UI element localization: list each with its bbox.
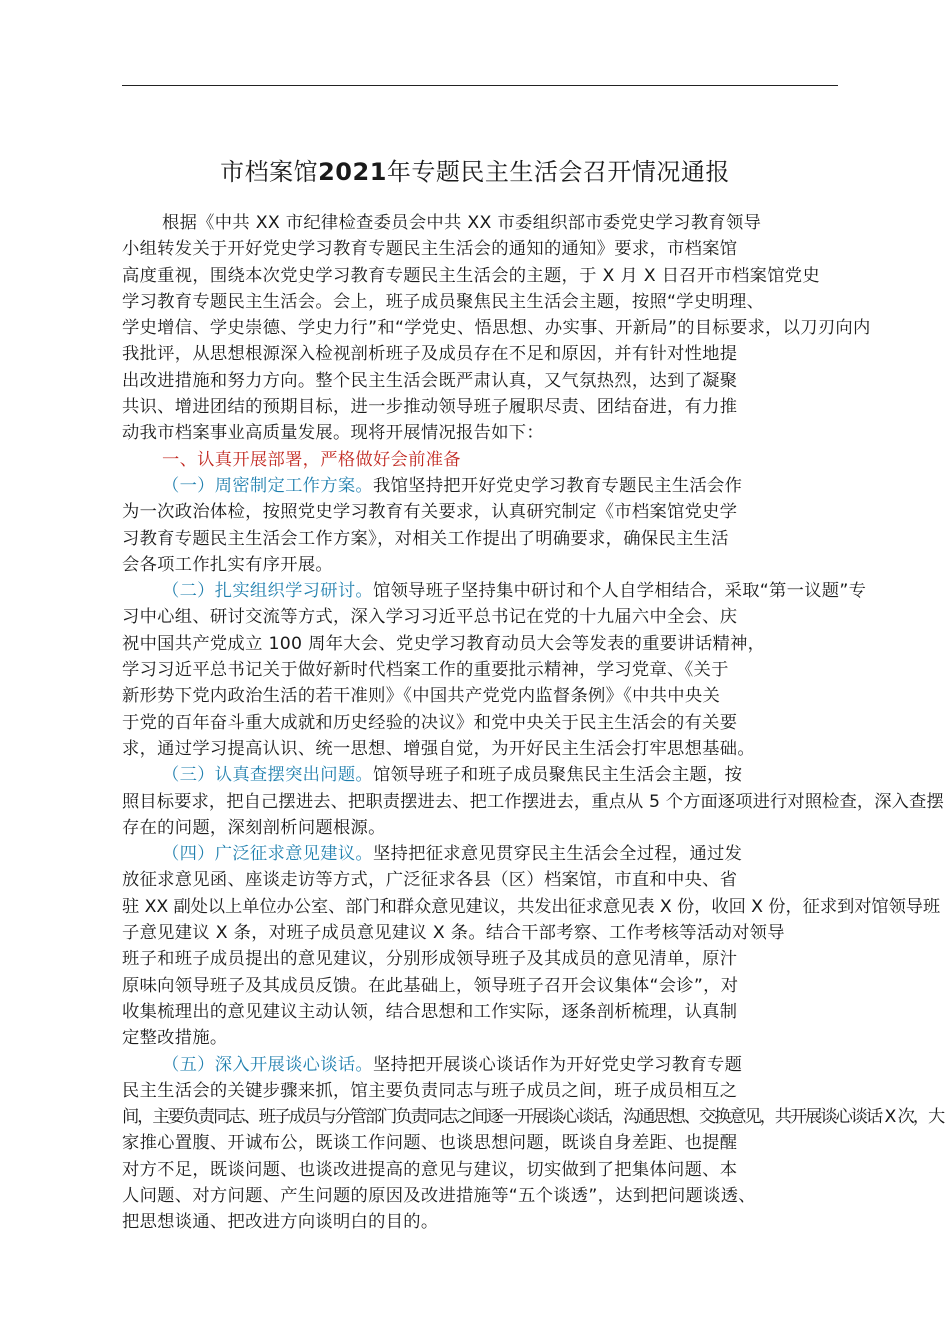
item-line: 定整改措施。 <box>122 1028 228 1049</box>
item-line: 人问题、对方问题、产生问题的原因及改进措施等“五个谈透”，达到把问题谈透、 <box>122 1185 756 1206</box>
intro-line: 共识、增进团结的预期目标，进一步推动领导班子履职尽责、团结奋进，有力推 <box>122 397 738 418</box>
item-label: （二）扎实组织学习研讨。 <box>162 581 373 602</box>
item-line: 班子和班子成员提出的意见建议，分别形成领导班子及其成员的意见清单，原汁 <box>122 949 738 970</box>
item-paragraph-3 <box>122 762 944 841</box>
section-heading: 一、认真开展部署，严格做好会前准备 <box>162 449 461 470</box>
item-line: 新形势下党内政治生活的若干准则》《中国共产党党内监督条例》《中共中央关 <box>122 686 721 707</box>
item-line: 民主生活会的关键步骤来抓，馆主要负责同志与班子成员之间，班子成员相互之 <box>122 1080 738 1101</box>
intro-paragraph <box>122 210 912 447</box>
item-paragraph-5 <box>122 1052 944 1236</box>
document-body <box>122 210 944 1236</box>
item-paragraph-4 <box>122 841 941 1051</box>
item-text: 馆领导班子和班子成员聚焦民主生活会主题，按 <box>372 765 743 786</box>
intro-line: 动我市档案事业高质量发展。现将开展情况报告如下： <box>122 423 544 444</box>
item-line: 放征求意见函、座谈走访等方式，广泛征求各县（区）档案馆，市直和中央、省 <box>122 870 738 891</box>
title-year: 2021 <box>318 158 387 186</box>
item-line: 子意见建议 X 条，对班子成员意见建议 X 条。结合干部考察、工作考核等活动对领导 <box>122 923 785 944</box>
intro-line: 小组转发关于开好党史学习教育专题民主生活会的通知的通知》要求，市档案馆 <box>122 239 738 260</box>
item-line: 祝中国共产党成立 100 周年大会、党史学习教育动员大会等发表的重要讲话精神， <box>122 633 766 654</box>
item-line: 会各项工作扎实有序开展。 <box>122 554 333 575</box>
item-paragraph-2 <box>122 578 912 762</box>
intro-line: 出改进措施和努力方向。整个民主生活会既严肃认真，又气氛热烈，达到了凝聚 <box>122 370 738 391</box>
item-paragraph-1 <box>122 473 912 578</box>
item-line: 收集梳理出的意见建议主动认领，结合思想和工作实际，逐条剖析梳理，认真制 <box>122 1001 738 1022</box>
item-label: （三）认真查摆突出问题。 <box>162 765 373 786</box>
item-label: （五）深入开展谈心谈话。 <box>162 1054 373 1075</box>
item-line: 于党的百年奋斗重大成就和历史经验的决议》和党中央关于民主生活会的有关要 <box>122 712 738 733</box>
item-text: 坚持把开展谈心谈话作为开好党史学习教育专题 <box>372 1054 743 1075</box>
intro-line: 高度重视，围绕本次党史学习教育专题民主生活会的主题，于 X 月 X 日召开市档案馆党史 <box>122 265 820 286</box>
intro-line: 学习教育专题民主生活会。会上，班子成员聚焦民主生活会主题，按照“学史明理、 <box>122 291 765 312</box>
item-label: （一）周密制定工作方案。 <box>162 475 373 496</box>
item-label: （四）广泛征求意见建议。 <box>162 844 373 865</box>
item-line: 存在的问题，深刻剖析问题根源。 <box>122 817 386 838</box>
item-line: 习中心组、研讨交流等方式，深入学习习近平总书记在党的十九届六中全会、庆 <box>122 607 738 628</box>
intro-line: 学史增信、学史崇德、学史力行”和“学党史、悟思想、办实事、开新局”的目标要求，以刀刃向内 <box>122 318 871 339</box>
header-rule <box>122 85 838 86</box>
item-line: 对方不足，既谈问题、也谈改进提高的意见与建议，切实做到了把集体问题、本 <box>122 1159 738 1180</box>
item-line: 为一次政治体检，按照党史学习教育有关要求，认真研究制定《市档案馆党史学 <box>122 502 738 523</box>
item-line: 照目标要求，把自己摆进去、把职责摆进去、把工作摆进去，重点从 5 个方面逐项进行对照检查，深入查摆 <box>122 791 944 812</box>
item-line: 驻 XX 副处以上单位办公室、部门和群众意见建议，共发出征求意见表 X 份，收回 X 份，征求到对馆领导班 <box>122 896 941 917</box>
item-line: 学习习近平总书记关于做好新时代档案工作的重要批示精神，学习党章、《关于 <box>122 660 729 681</box>
item-line: 习教育专题民主生活会工作方案》，对相关工作提出了明确要求，确保民主生活 <box>122 528 729 549</box>
item-text: 馆领导班子坚持集中研讨和个人自学相结合，采取“第一议题”专 <box>372 581 867 602</box>
item-line: 家推心置腹、开诚布公，既谈工作问题、也谈思想问题，既谈自身差距、也提醒 <box>122 1133 738 1154</box>
item-line: 把思想谈通、把改进方向谈明白的目的。 <box>122 1212 439 1233</box>
item-text: 坚持把征求意见贯穿民主生活会全过程，通过发 <box>372 844 743 865</box>
item-line: 间，主要负责同志、班子成员与分管部门负责同志之间逐一开展谈心谈话，沟通思想、交换意见，共开展谈心谈话 X 次，大 <box>122 1107 944 1128</box>
item-line: 求，通过学习提高认识、统一思想、增强自觉，为开好民主生活会打牢思想基础。 <box>122 738 755 759</box>
intro-line: 我批评，从思想根源深入检视剖析班子及成员存在不足和原因，并有针对性地提 <box>122 344 738 365</box>
item-line: 原味向领导班子及其成员反馈。在此基础上，领导班子召开会议集体“会诊”，对 <box>122 975 739 996</box>
intro-line: 根据《中共 XX 市纪律检查委员会中共 XX 市委组织部市委党史学习教育领导 <box>162 213 762 233</box>
page-title: 市档案馆2021年专题民主生活会召开情况通报 <box>220 158 730 186</box>
item-text: 我馆坚持把开好党史学习教育专题民主生活会作 <box>372 475 743 496</box>
